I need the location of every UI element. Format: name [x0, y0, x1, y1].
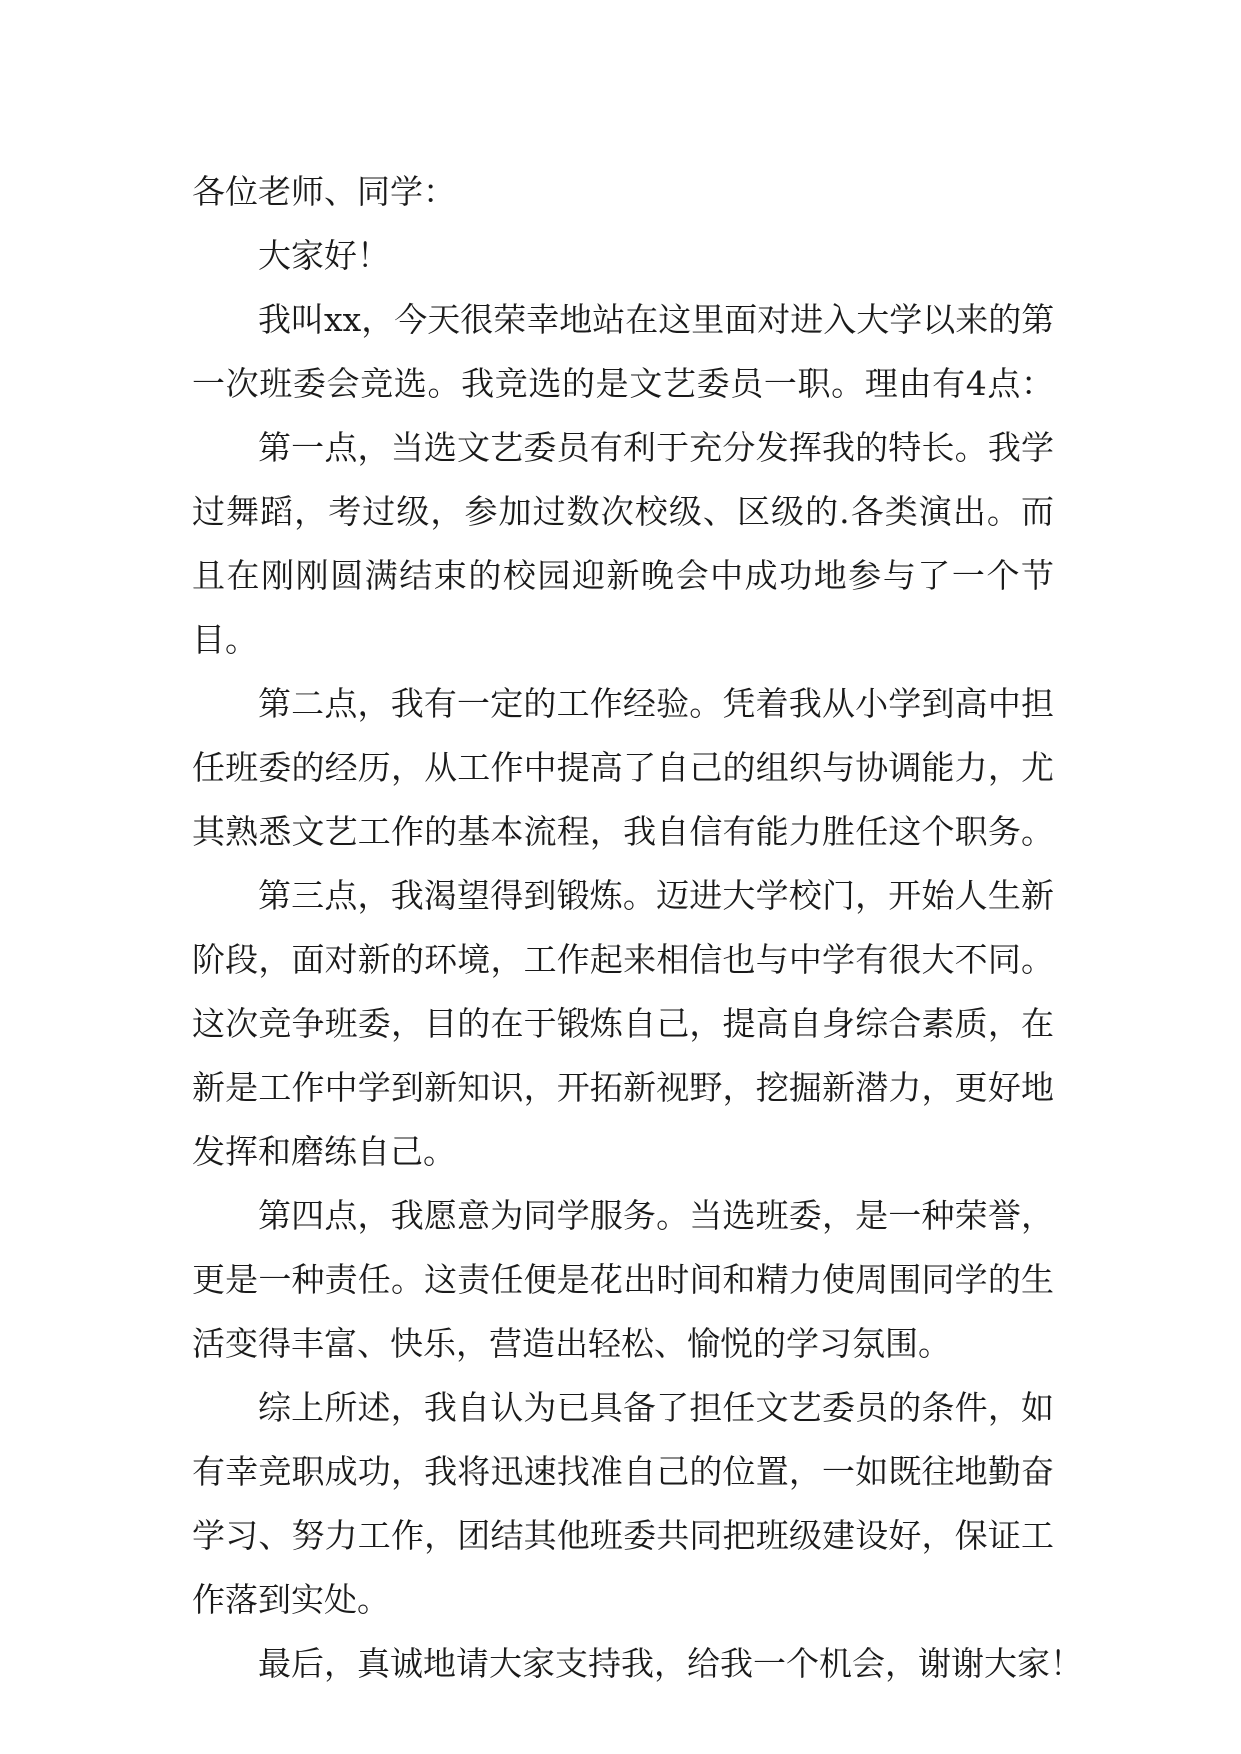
text-line: 第一点，当选文艺委员有利于充分发挥我的特长。我学	[258, 428, 1054, 467]
text-line: 一次班委会竞选。我竞选的是文艺委员一职。理由有4点：	[192, 364, 1054, 403]
text-line: 活变得丰富、快乐，营造出轻松、愉悦的学习氛围。	[192, 1324, 951, 1363]
text-line: 阶段，面对新的环境，工作起来相信也与中学有很大不同。	[192, 940, 1054, 979]
text-line: 这次竞争班委，目的在于锻炼自己，提高自身综合素质，在	[192, 1004, 1054, 1043]
text-line: 第四点，我愿意为同学服务。当选班委，是一种荣誉，	[258, 1196, 1054, 1235]
text-line: 我叫xx，今天很荣幸地站在这里面对进入大学以来的第	[258, 300, 1055, 339]
text-line: 各位老师、同学：	[192, 172, 456, 211]
text-line: 过舞蹈，考过级，参加过数次校级、区级的.各类演出。而	[192, 492, 1054, 531]
document-body	[192, 160, 1083, 1696]
text-line: 任班委的经历，从工作中提高了自己的组织与协调能力，尤	[192, 748, 1054, 787]
text-line: 作落到实处。	[192, 1580, 390, 1619]
text-line: 发挥和磨练自己。	[192, 1132, 456, 1171]
text-line: 大家好！	[258, 236, 390, 275]
text-line: 综上所述，我自认为已具备了担任文艺委员的条件，如	[258, 1388, 1054, 1427]
text-line: 学习、努力工作，团结其他班委共同把班级建设好，保证工	[192, 1516, 1054, 1555]
text-line: 更是一种责任。这责任便是花出时间和精力使周围同学的生	[192, 1260, 1054, 1299]
text-line: 第二点，我有一定的工作经验。凭着我从小学到高中担	[258, 684, 1054, 723]
text-line: 新是工作中学到新知识，开拓新视野，挖掘新潜力，更好地	[192, 1068, 1054, 1107]
text-line: 有幸竞职成功，我将迅速找准自己的位置，一如既往地勤奋	[192, 1452, 1054, 1491]
text-line: 第三点，我渴望得到锻炼。迈进大学校门，开始人生新	[258, 876, 1054, 915]
text-line: 其熟悉文艺工作的基本流程，我自信有能力胜任这个职务。	[192, 812, 1054, 851]
text-line: 且在刚刚圆满结束的校园迎新晚会中成功地参与了一个节	[192, 556, 1054, 595]
text-line: 最后，真诚地请大家支持我，给我一个机会，谢谢大家！	[258, 1644, 1083, 1683]
text-line: 目。	[192, 620, 258, 659]
